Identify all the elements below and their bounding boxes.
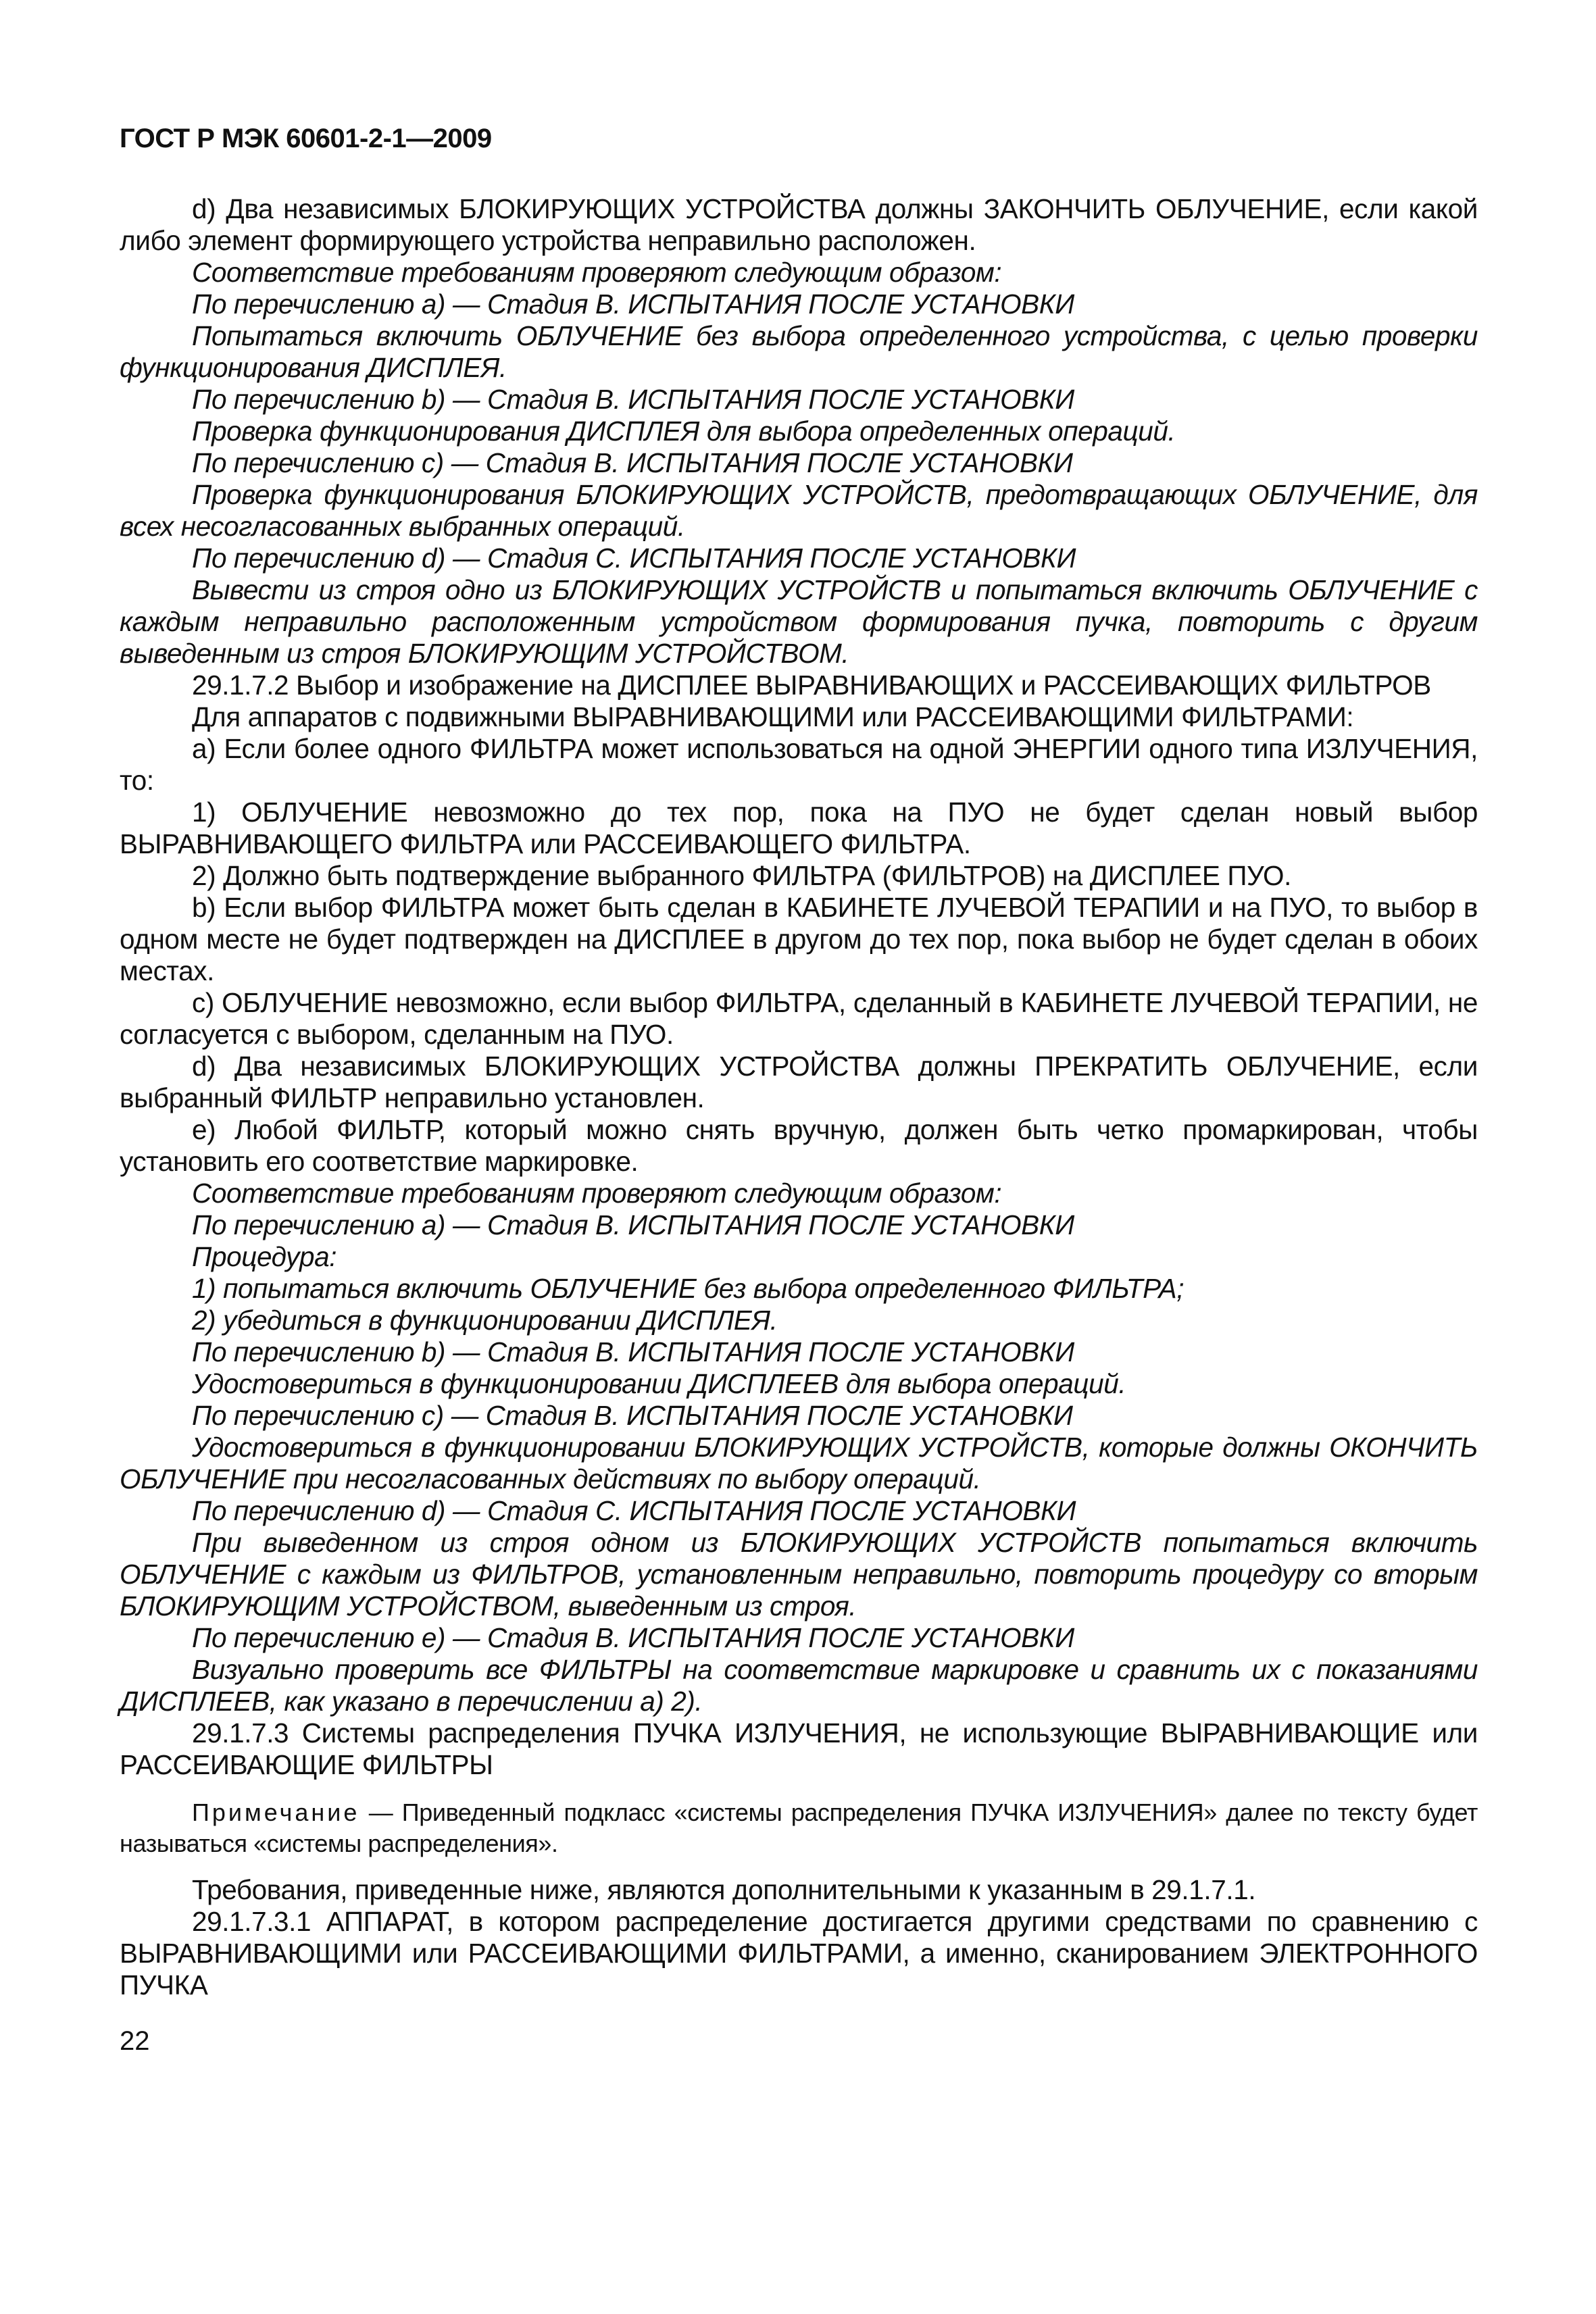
paragraph: 1) ОБЛУЧЕНИЕ невозможно до тех пор, пока на ПУО не будет сделан новый выбор ВЫРАВНИВАЮЩЕГО ФИЛЬТРА или РАССЕИВАЮЩЕГО ФИЛЬТРА. — [120, 797, 1478, 859]
paragraph: По перечислению с) — Стадия В. ИСПЫТАНИЯ ПОСЛЕ УСТАНОВКИ — [192, 1400, 1073, 1431]
paragraph: с) ОБЛУЧЕНИЕ невозможно, если выбор ФИЛЬТРА, сделанный в КАБИНЕТЕ ЛУЧЕВОЙ ТЕРАПИИ, не согласуется с выбором, сделанным на ПУО. — [120, 987, 1478, 1050]
paragraph: По перечислению с) — Стадия В. ИСПЫТАНИЯ ПОСЛЕ УСТАНОВКИ — [192, 447, 1073, 478]
paragraph: По перечислению а) — Стадия В. ИСПЫТАНИЯ ПОСЛЕ УСТАНОВКИ — [192, 288, 1074, 320]
paragraph: Удостовериться в функционировании ДИСПЛЕЕВ для выбора операций. — [192, 1368, 1126, 1399]
paragraphs-section-after — [120, 1874, 1478, 2001]
paragraph: 2) убедиться в функционировании ДИСПЛЕЯ. — [192, 1305, 778, 1336]
paragraph: Вывести из строя одно из БЛОКИРУЮЩИХ УСТРОЙСТВ и попытаться включить ОБЛУЧЕНИЕ с каждым неправильно расположенным устройством формирования пучка, повторить с другим выведенным из строя БЛОКИРУЮЩИМ УСТРОЙСТВОМ. — [120, 574, 1478, 669]
paragraph: По перечислению е) — Стадия В. ИСПЫТАНИЯ ПОСЛЕ УСТАНОВКИ — [192, 1622, 1074, 1653]
paragraph: Процедура: — [192, 1241, 337, 1272]
paragraph: По перечислению d) — Стадия С. ИСПЫТАНИЯ ПОСЛЕ УСТАНОВКИ — [192, 543, 1076, 574]
note — [120, 1797, 1478, 1859]
paragraph: а) Если более одного ФИЛЬТРА может использоваться на одной ЭНЕРГИИ одного типа ИЗЛУЧЕНИЯ, то: — [120, 733, 1478, 796]
document-header: ГОСТ Р МЭК 60601-2-1—2009 — [120, 124, 492, 153]
paragraph: 29.1.7.2 Выбор и изображение на ДИСПЛЕЕ ВЫРАВНИВАЮЩИХ и РАССЕИВАЮЩИХ ФИЛЬТРОВ — [192, 670, 1431, 701]
paragraph: 1) попытаться включить ОБЛУЧЕНИЕ без выбора определенного ФИЛЬТРА; — [192, 1273, 1184, 1304]
paragraph: 29.1.7.3.1 АППАРАТ, в котором распределение достигается другими средствами по сравнению с ВЫРАВНИВАЮЩИМИ или РАССЕИВАЮЩИМИ ФИЛЬТРАМИ, а именно, сканированием ЭЛЕКТРОННОГО ПУЧКА — [120, 1906, 1478, 2001]
paragraphs-section — [120, 193, 1478, 1781]
paragraph: d) Два независимых БЛОКИРУЮЩИХ УСТРОЙСТВА должны ПРЕКРАТИТЬ ОБЛУЧЕНИЕ, если выбранный ФИЛЬТР неправильно установлен. — [120, 1051, 1478, 1113]
paragraph: 29.1.7.3 Системы распределения ПУЧКА ИЗЛУЧЕНИЯ, не использующие ВЫРАВНИВАЮЩИЕ или РАССЕИВАЮЩИЕ ФИЛЬТРЫ — [120, 1717, 1478, 1780]
paragraph: При выведенном из строя одном из БЛОКИРУЮЩИХ УСТРОЙСТВ попытаться включить ОБЛУЧЕНИЕ с каждым из ФИЛЬТРОВ, установленным неправильно, повторить процедуру со вторым БЛОКИРУЮЩИМ УСТРОЙСТВОМ, выведенным из строя. — [120, 1527, 1478, 1621]
paragraph: b) Если выбор ФИЛЬТРА может быть сделан в КАБИНЕТЕ ЛУЧЕВОЙ ТЕРАПИИ и на ПУО, то выбор в одном месте не будет подтвержден на ДИСПЛЕЕ в другом до тех пор, пока выбор не будет сделан в обоих местах. — [120, 892, 1478, 986]
note-lead: Примечание — [192, 1799, 360, 1826]
page-number: 22 — [120, 2026, 150, 2056]
paragraph: Попытаться включить ОБЛУЧЕНИЕ без выбора определенного устройства, с целью проверки функционирования ДИСПЛЕЯ. — [120, 320, 1478, 383]
paragraph: Для аппаратов с подвижными ВЫРАВНИВАЮЩИМИ или РАССЕИВАЮЩИМИ ФИЛЬТРАМИ: — [192, 701, 1354, 732]
paragraph: Удостовериться в функционировании БЛОКИРУЮЩИХ УСТРОЙСТВ, которые должны ОКОНЧИТЬ ОБЛУЧЕНИЕ при несогласованных действиях по выбору операций. — [120, 1432, 1478, 1494]
document-page — [120, 122, 1478, 2058]
paragraph: Требования, приведенные ниже, являются дополнительными к указанным в 29.1.7.1. — [192, 1874, 1256, 1905]
paragraph: Соответствие требованиям проверяют следующим образом: — [192, 1178, 1002, 1209]
paragraph: По перечислению b) — Стадия В. ИСПЫТАНИЯ ПОСЛЕ УСТАНОВКИ — [192, 1336, 1074, 1367]
paragraph: По перечислению b) — Стадия В. ИСПЫТАНИЯ ПОСЛЕ УСТАНОВКИ — [192, 384, 1074, 415]
paragraph: Проверка функционирования БЛОКИРУЮЩИХ УСТРОЙСТВ, предотвращающих ОБЛУЧЕНИЕ, для всех несогласованных выбранных операций. — [120, 479, 1478, 542]
paragraph: Проверка функционирования ДИСПЛЕЯ для выбора определенных операций. — [192, 416, 1176, 447]
note-text: — Приведенный подкласс «системы распределения ПУЧКА ИЗЛУЧЕНИЯ» далее по тексту будет называться «системы распределения». — [120, 1799, 1478, 1857]
paragraph: Соответствие требованиям проверяют следующим образом: — [192, 257, 1002, 288]
paragraph: 2) Должно быть подтверждение выбранного ФИЛЬТРА (ФИЛЬТРОВ) на ДИСПЛЕЕ ПУО. — [192, 860, 1291, 891]
paragraph: По перечислению d) — Стадия С. ИСПЫТАНИЯ ПОСЛЕ УСТАНОВКИ — [192, 1495, 1076, 1526]
paragraph: е) Любой ФИЛЬТР, который можно снять вручную, должен быть четко промаркирован, чтобы установить его соответствие маркировке. — [120, 1114, 1478, 1177]
paragraph: d) Два независимых БЛОКИРУЮЩИХ УСТРОЙСТВА должны ЗАКОНЧИТЬ ОБЛУЧЕНИЕ, если какой либо элемент формирующего устройства неправильно расположен. — [120, 193, 1478, 256]
paragraph: Визуально проверить все ФИЛЬТРЫ на соответствие маркировке и сравнить их с показаниями ДИСПЛЕЕВ, как указано в перечислении а) 2). — [120, 1654, 1478, 1717]
paragraph: По перечислению а) — Стадия В. ИСПЫТАНИЯ ПОСЛЕ УСТАНОВКИ — [192, 1209, 1074, 1240]
document-body — [120, 193, 1478, 2001]
